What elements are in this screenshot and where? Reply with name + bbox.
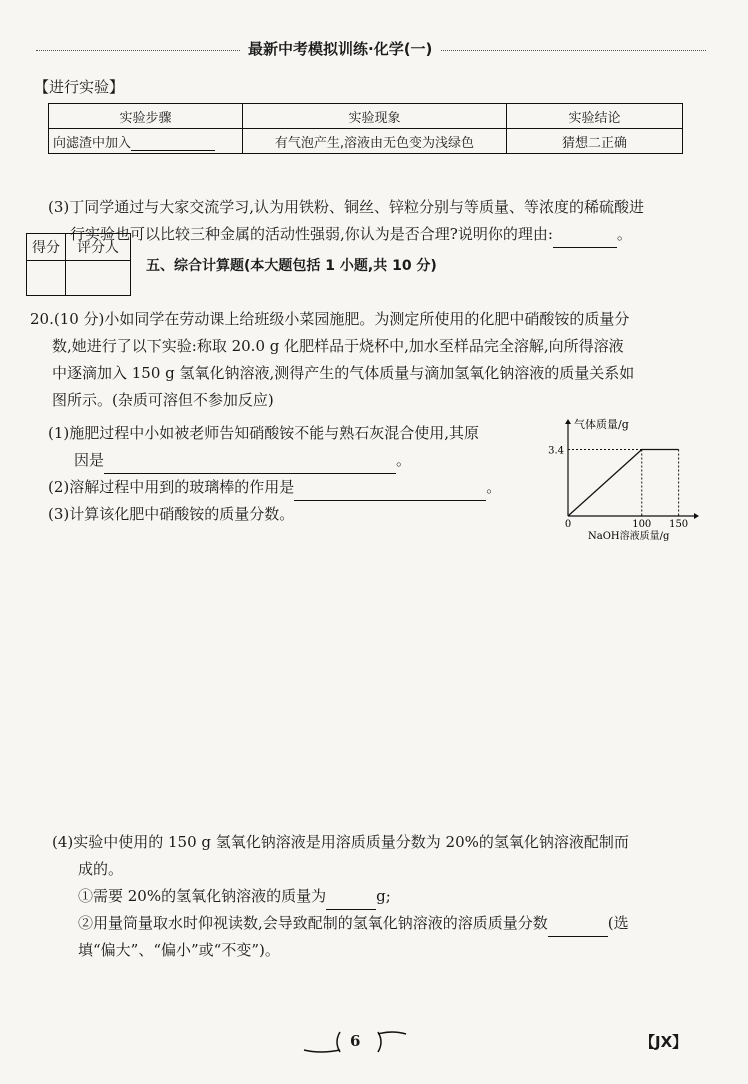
punctuation: 。 — [616, 225, 632, 243]
answer-blank[interactable] — [553, 247, 617, 248]
x-tick-label: 0 — [564, 519, 572, 530]
column-header: 实验步骤 — [49, 104, 243, 129]
unit-text: g; — [376, 887, 391, 905]
x-axis-label: NaOH溶液质量/g — [588, 531, 670, 542]
punctuation: 。 — [396, 451, 412, 469]
column-header: 实验现象 — [243, 104, 507, 129]
q4-line1: (4)实验中使用的 150 g 氢氧化钠溶液是用溶质质量分数为 20%的氢氧化钠溶液配制而 — [52, 833, 629, 851]
x-tick-label: 150 — [669, 519, 689, 530]
y-axis-arrow — [565, 419, 571, 424]
q3-line2: 行实验也可以比较三种金属的活动性强弱,你认为是否合理?说明你的理由: — [70, 225, 553, 243]
item2-end: (选 — [607, 914, 629, 932]
question-3 — [48, 194, 644, 248]
q3-line2-row — [48, 221, 644, 248]
step-text: 向滤渣中加入 — [53, 135, 132, 151]
y-tick-label: 3.4 — [548, 445, 564, 457]
conclusion-cell: 猜想二正确 — [507, 129, 683, 154]
exam-tag: 【JX】 — [640, 1033, 688, 1051]
q20-line2: 数,她进行了以下实验:称取 20.0 g 化肥样品于烧杯中,加水至样品完全溶解,向所得溶液 — [52, 337, 624, 355]
q20-line1: 20.(10 分)小如同学在劳动课上给班级小菜园施肥。为测定所使用的化肥中硝酸铵的质量分 — [30, 310, 630, 328]
q4-line2: 成的。 — [78, 860, 124, 878]
x-axis-arrow — [694, 513, 699, 519]
y-axis-label: 气体质量/g — [574, 418, 629, 431]
punctuation: 。 — [486, 478, 502, 496]
series-line — [568, 450, 679, 516]
sub1-line2 — [48, 447, 501, 474]
column-header: 实验结论 — [507, 104, 683, 129]
experiment-table — [48, 103, 683, 154]
q4-item2 — [52, 910, 629, 937]
q20-line3: 中逐滴加入 150 g 氢氧化钠溶液,测得产生的气体质量与滴加氢氧化钠溶液的质量关系如 — [52, 364, 635, 382]
page-number: 6 — [350, 1032, 361, 1050]
x-tick-label: 100 — [632, 519, 652, 530]
question-20 — [30, 306, 710, 414]
score-field[interactable] — [27, 261, 66, 296]
sub1-prefix: 因是 — [74, 451, 105, 469]
table-row — [49, 129, 683, 154]
answer-blank[interactable] — [131, 150, 215, 151]
table-header-row — [49, 104, 683, 129]
q20-subquestions — [48, 420, 501, 528]
score-label: 得分 — [27, 234, 66, 261]
answer-blank[interactable] — [548, 936, 608, 937]
score-box — [26, 233, 131, 296]
section-label: 【进行实验】 — [34, 78, 125, 96]
question-4 — [52, 829, 629, 964]
q3-line1: (3)丁同学通过与大家交流学习,认为用铁粉、铜丝、锌粒分别与等质量、等浓度的稀硫酸进 — [48, 198, 645, 216]
grader-label: 评分人 — [66, 234, 131, 261]
gas-mass-chart — [540, 416, 700, 546]
sub2-prefix: (2)溶解过程中用到的玻璃棒的作用是 — [48, 478, 295, 496]
sub3-line: (3)计算该化肥中硝酸铵的质量分数。 — [48, 505, 295, 523]
sub1-line1: (1)施肥过程中小如被老师告知硝酸铵不能与熟石灰混合使用,其原 — [48, 424, 480, 442]
answer-blank[interactable] — [294, 500, 486, 501]
item2-prefix: ②用量筒量取水时仰视读数,会导致配制的氢氧化钠溶液的溶质质量分数 — [78, 914, 548, 932]
page-header-title: 最新中考模拟训练·化学(一) — [240, 38, 440, 59]
q4-item1 — [52, 883, 629, 910]
phenomenon-cell: 有气泡产生,溶液由无色变为浅绿色 — [243, 129, 507, 154]
grader-field[interactable] — [66, 261, 131, 296]
section-title: 五、综合计算题(本大题包括 1 小题,共 10 分) — [146, 258, 437, 274]
item1-prefix: ①需要 20%的氢氧化钠溶液的质量为 — [78, 887, 327, 905]
q20-line4: 图所示。(杂质可溶但不参加反应) — [52, 391, 274, 409]
sub2-line — [48, 474, 501, 501]
step-cell — [49, 129, 243, 154]
q4-item2-line2: 填“偏大”、“偏小”或“不变”)。 — [78, 941, 280, 959]
